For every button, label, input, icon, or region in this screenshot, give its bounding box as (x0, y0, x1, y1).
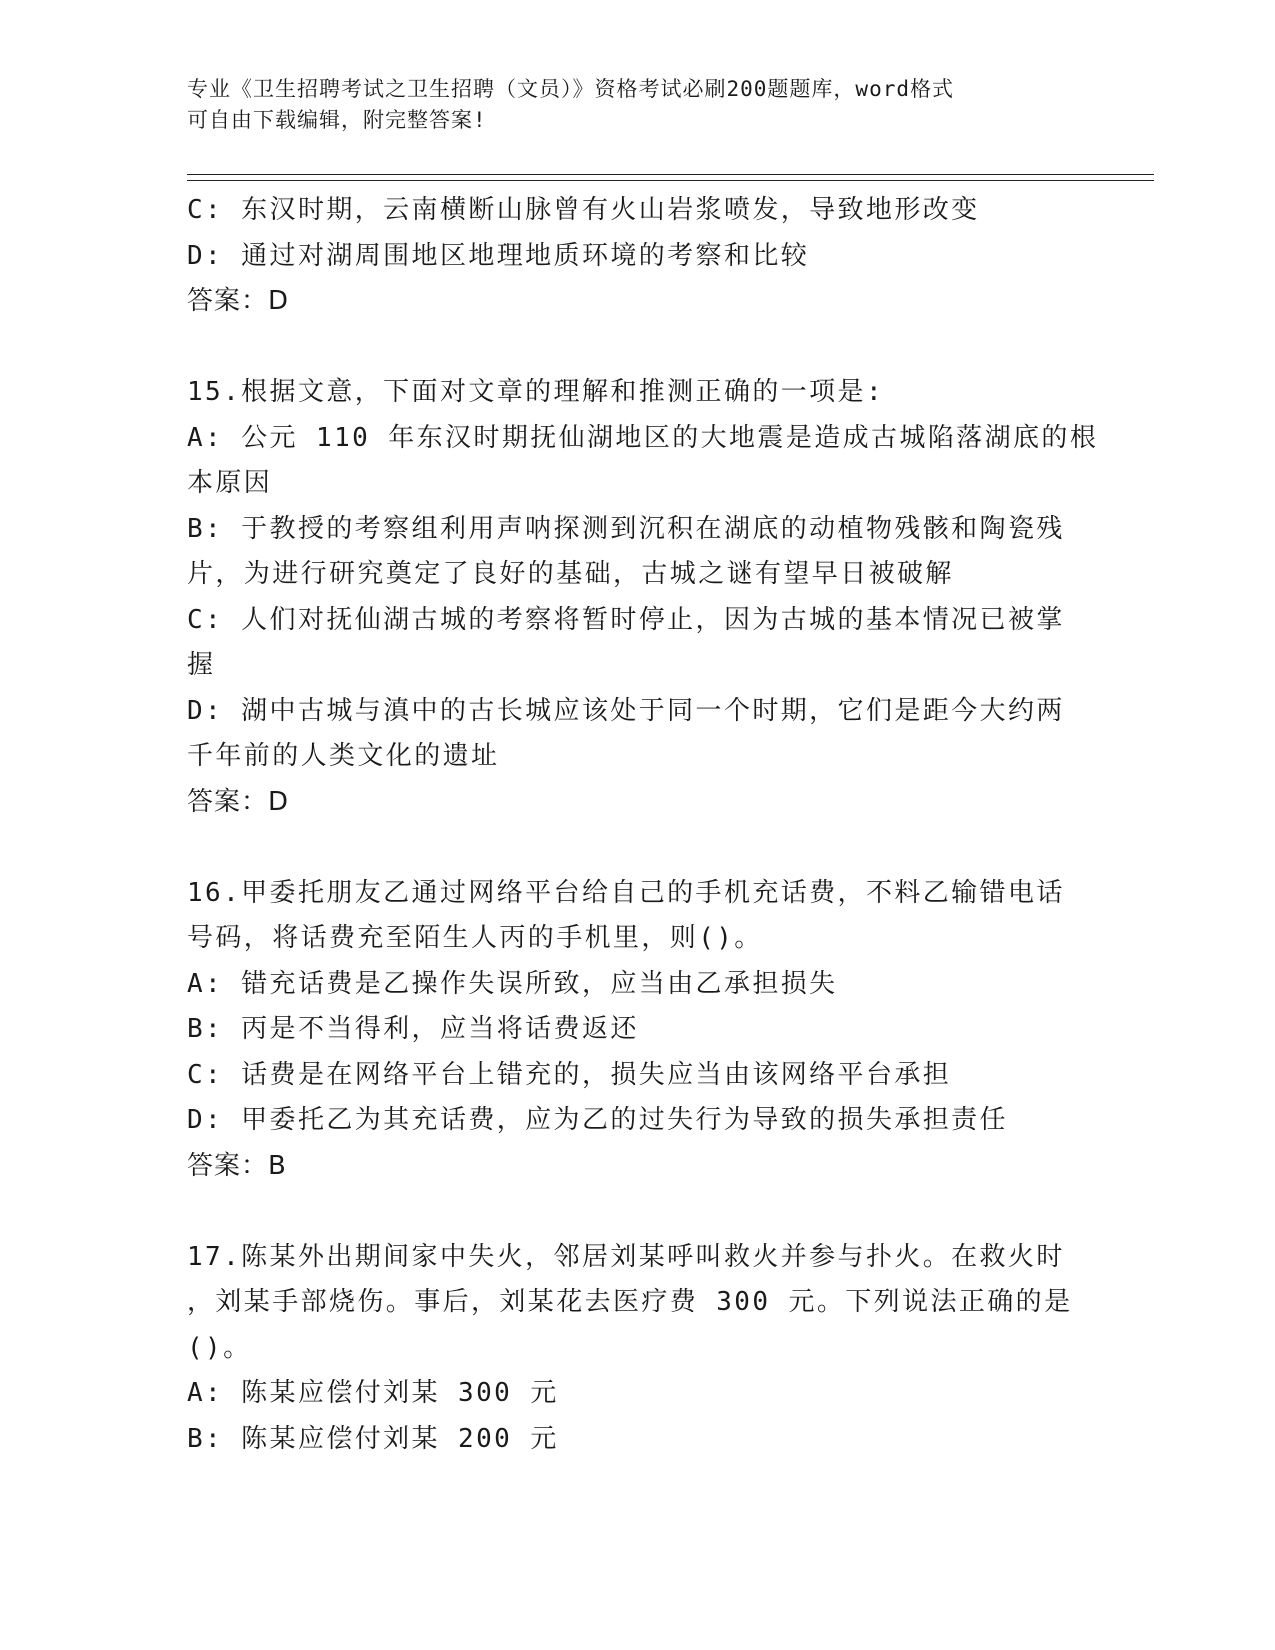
question-17 (187, 1235, 1073, 1463)
header-divider-bottom (187, 180, 1154, 181)
option-b-cont: 片，为进行研究奠定了良好的基础，古城之谜有望早日被破解 (187, 559, 954, 589)
option-c: C: 东汉时期，云南横断山脉曾有火山岩浆喷发，导致地形改变 (187, 195, 980, 225)
option-a-cont: 本原因 (187, 468, 273, 498)
question-list (187, 188, 1099, 1462)
option-b: B: 陈某应偿付刘某 200 元 (187, 1423, 559, 1454)
question-stem-cont: 号码，将话费充至陌生人丙的手机里，则()。 (187, 923, 763, 953)
option-d: D: 湖中古城与滇中的古长城应该处于同一个时期，它们是距今大约两 (187, 695, 1065, 726)
option-c-cont: 握 (187, 650, 216, 680)
option-a: A: 陈某应偿付刘某 300 元 (187, 1378, 559, 1408)
option-d: D: 通过对湖周围地区地理地质环境的考察和比较 (187, 240, 810, 271)
question-stem-cont: ()。 (187, 1332, 252, 1363)
header-title-line1: 专业《卫生招聘考试之卫生招聘（文员）》资格考试必刷200题题库，word格式 (187, 77, 954, 101)
document-header (187, 74, 1087, 136)
option-d: D: 甲委托乙为其充话费，应为乙的过失行为导致的损失承担责任 (187, 1105, 1008, 1135)
answer-line: 答案：D (187, 286, 290, 316)
option-c: C: 话费是在网络平台上错充的，损失应当由该网络平台承担 (187, 1059, 952, 1090)
question-stem-cont: ，刘某手部烧伤。事后，刘某花去医疗费 300 元。下列说法正确的是 (187, 1287, 1073, 1317)
spacer (187, 825, 1067, 871)
option-a: A: 公元 110 年东汉时期抚仙湖地区的大地震是造成古城陷落湖底的根 (187, 422, 1099, 453)
question-stem: 16.甲委托朋友乙通过网络平台给自己的手机充话费，不料乙输错电话 (187, 877, 1065, 908)
option-b: B: 丙是不当得利，应当将话费返还 (187, 1014, 639, 1044)
answer-line: 答案：D (187, 786, 290, 817)
question-stem: 17.陈某外出期间家中失火，邻居刘某呼叫救火并参与扑火。在救火时 (187, 1241, 1065, 1272)
question-15 (187, 370, 1099, 825)
option-c: C: 人们对抚仙湖古城的考察将暂时停止，因为古城的基本情况已被掌 (187, 604, 1065, 635)
spacer (187, 1189, 1067, 1235)
question-stem: 15.根据文意，下面对文章的理解和推测正确的一项是: (187, 377, 885, 407)
option-b: B: 于教授的考察组利用声呐探测到沉积在湖底的动植物残骸和陶瓷残 (187, 513, 1065, 544)
question-14-tail (187, 188, 1067, 325)
header-title-line2: 可自由下载编辑，附完整答案! (187, 108, 487, 132)
spacer (187, 325, 1067, 371)
header-divider-top (187, 174, 1154, 175)
question-16 (187, 871, 1067, 1190)
option-d-cont: 千年前的人类文化的遗址 (187, 741, 500, 771)
option-a: A: 错充话费是乙操作失误所致，应当由乙承担损失 (187, 968, 838, 999)
answer-line: 答案：B (187, 1150, 287, 1181)
